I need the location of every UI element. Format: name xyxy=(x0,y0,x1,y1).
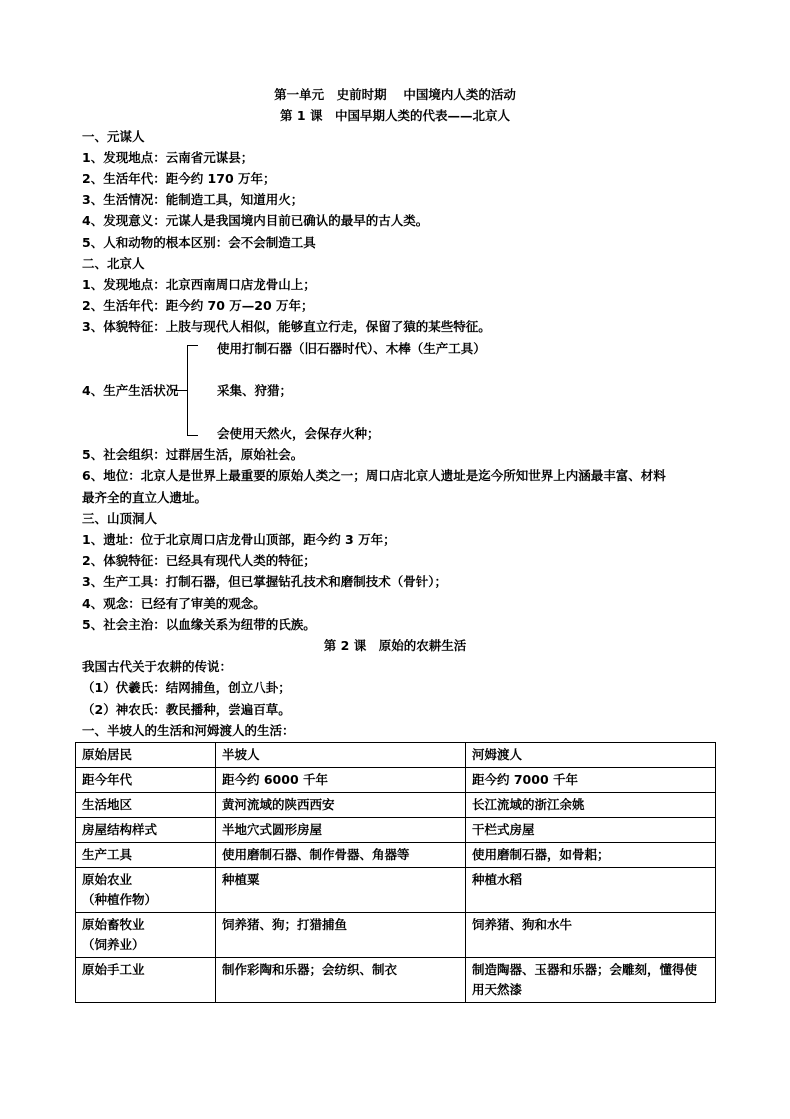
table-cell: 原始农业 （种植作物） xyxy=(76,868,216,913)
header-cell: 河姆渡人 xyxy=(466,743,716,768)
header-cell: 原始居民 xyxy=(76,743,216,768)
table-cell: 黄河流域的陕西西安 xyxy=(216,793,466,818)
shandingdong-item-1: 1、遗址：位于北京周口店龙骨山顶部，距今约 3 万年； xyxy=(82,532,396,547)
table-row xyxy=(76,868,716,913)
section-heading-yuanmou: 一、元谋人 xyxy=(82,129,145,144)
table-cell: 半地穴式圆形房屋 xyxy=(216,818,466,843)
lesson2-intro: 我国古代关于农耕的传说： xyxy=(82,659,233,674)
legend-fuxi: （1）伏羲氏：结网捕鱼，创立八卦； xyxy=(82,680,291,695)
shandingdong-item-4: 4、观念：已经有了审美的观念。 xyxy=(82,596,266,611)
section-heading-beijing: 二、北京人 xyxy=(82,256,145,271)
yuanmou-item-2: 2、生活年代：距今约 170 万年； xyxy=(82,171,276,186)
table-cell: 距今约 7000 千年 xyxy=(466,768,716,793)
section-heading-shandingdong: 三、山顶洞人 xyxy=(82,511,158,526)
beijing-item-4-branch-3: 会使用天然火，会保存火种； xyxy=(217,426,380,441)
table-cell: 距今约 6000 千年 xyxy=(216,768,466,793)
table-row xyxy=(76,818,716,843)
table-cell: 生产工具 xyxy=(76,843,216,868)
table-cell: 制作彩陶和乐器；会纺织、制衣 xyxy=(216,958,466,1003)
table-cell: 房屋结构样式 xyxy=(76,818,216,843)
yuanmou-item-1: 1、发现地点：云南省元谋县； xyxy=(82,150,254,165)
beijing-item-4-branch-2: 采集、狩猎； xyxy=(217,383,293,398)
comparison-table xyxy=(75,742,716,1003)
table-cell: 使用磨制石器、制作骨器、角器等 xyxy=(216,843,466,868)
yuanmou-item-4: 4、发现意义：元谋人是我国境内目前已确认的最早的古人类。 xyxy=(82,213,429,228)
yuanmou-item-5: 5、人和动物的根本区别：会不会制造工具 xyxy=(82,235,316,250)
table-cell: 使用磨制石器，如骨耜； xyxy=(466,843,716,868)
table-cell: 饲养猪、狗和水牛 xyxy=(466,913,716,958)
table-cell: 生活地区 xyxy=(76,793,216,818)
table-row xyxy=(76,958,716,1003)
beijing-item-3: 3、体貌特征：上肢与现代人相似，能够直立行走，保留了猿的某些特征。 xyxy=(82,319,491,334)
table-cell: 长江流域的浙江余姚 xyxy=(466,793,716,818)
table-cell: 原始畜牧业 （饲养业） xyxy=(76,913,216,958)
table-row xyxy=(76,768,716,793)
table-row xyxy=(76,793,716,818)
beijing-item-6-line-2: 最齐全的直立人遗址。 xyxy=(82,490,208,505)
table-cell: 种植粟 xyxy=(216,868,466,913)
beijing-item-2: 2、生活年代：距今约 70 万—20 万年； xyxy=(82,298,314,313)
beijing-item-6-line-1: 6、地位：北京人是世界上最重要的原始人类之一；周口店北京人遗址是迄今所知世界上内涵最丰富、材料 xyxy=(82,468,666,483)
beijing-item-5: 5、社会组织：过群居生活，原始社会。 xyxy=(82,447,304,462)
table-row xyxy=(76,913,716,958)
table-row xyxy=(76,843,716,868)
table-cell: 原始手工业 xyxy=(76,958,216,1003)
beijing-item-4-label: 4、生产生活状况 xyxy=(82,383,179,398)
beijing-item-4-branch-1: 使用打制石器（旧石器时代）、木棒（生产工具） xyxy=(217,341,486,356)
lesson2-title: 第 2 课 原始的农耕生活 xyxy=(323,638,467,653)
unit-title: 第一单元 史前时期 中国境内人类的活动 xyxy=(274,87,516,102)
table-cell: 干栏式房屋 xyxy=(466,818,716,843)
beijing-item-1: 1、发现地点：北京西南周口店龙骨山上； xyxy=(82,277,316,292)
table-heading: 一、半坡人的生活和河姆渡人的生活： xyxy=(82,723,295,738)
shandingdong-item-2: 2、体貌特征：已经具有现代人类的特征； xyxy=(82,553,316,568)
yuanmou-item-3: 3、生活情况：能制造工具，知道用火； xyxy=(82,192,304,207)
shandingdong-item-5: 5、社会主治：以血缘关系为纽带的氏族。 xyxy=(82,617,316,632)
lesson1-title: 第 1 课 中国早期人类的代表——北京人 xyxy=(280,108,510,123)
header-cell: 半坡人 xyxy=(216,743,466,768)
shandingdong-item-3: 3、生产工具：打制石器，但已掌握钻孔技术和磨制技术（骨针）； xyxy=(82,574,447,589)
table-header-row xyxy=(76,743,716,768)
brace xyxy=(187,345,198,436)
table-cell: 距今年代 xyxy=(76,768,216,793)
table-cell: 种植水稻 xyxy=(466,868,716,913)
table-cell: 饲养猪、狗；打猎捕鱼 xyxy=(216,913,466,958)
table-cell: 制造陶器、玉器和乐器；会雕刻，懂得使用天然漆 xyxy=(466,958,716,1003)
legend-shennong: （2）神农氏：教民播种，尝遍百草。 xyxy=(82,702,291,717)
